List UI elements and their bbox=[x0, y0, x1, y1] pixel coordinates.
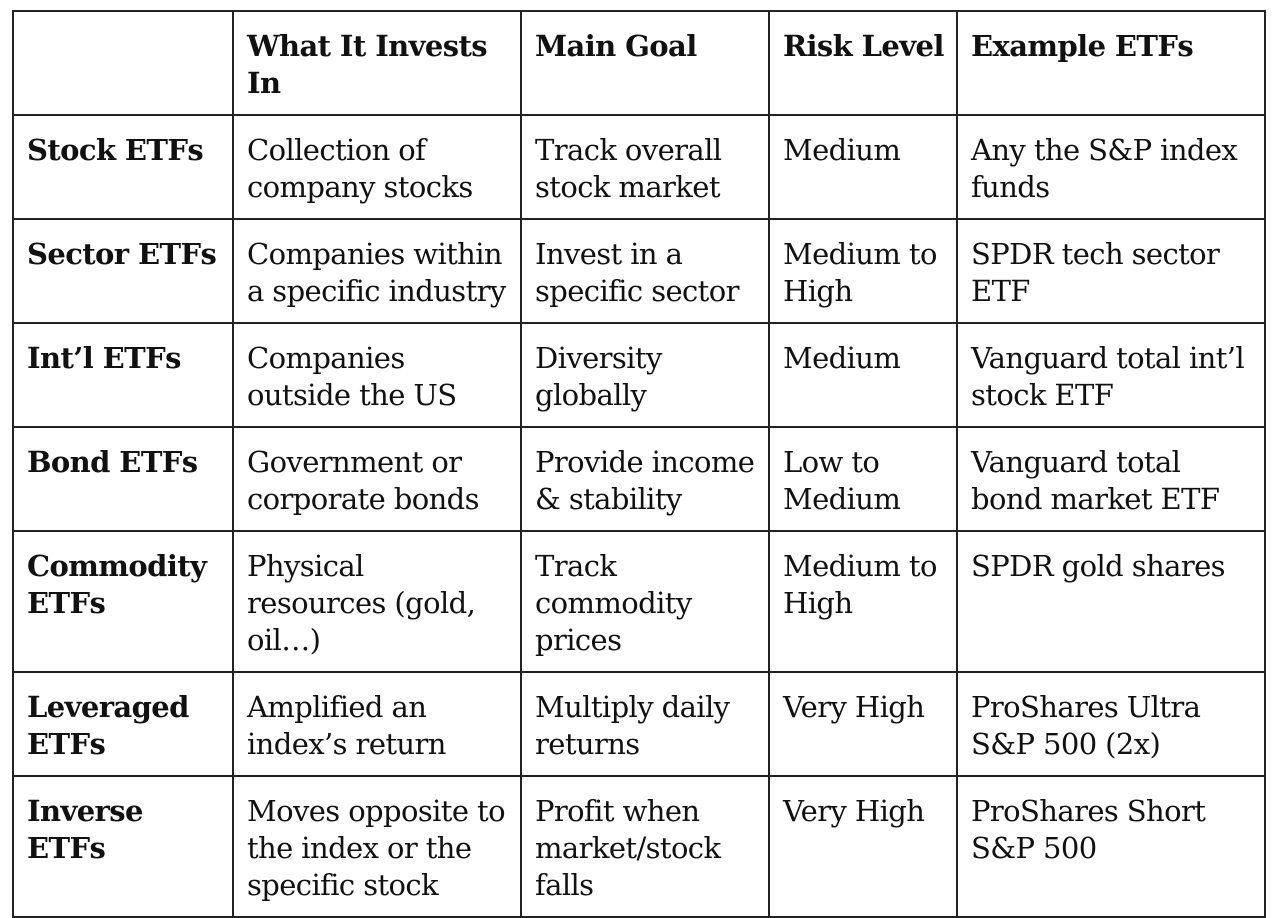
header-what-it-invests-in: What It Invests In bbox=[233, 11, 521, 115]
header-risk-level: Risk Level bbox=[769, 11, 957, 115]
row-label: Leveraged ETFs bbox=[13, 672, 233, 776]
risk-level-cell: Low to Medium bbox=[769, 427, 957, 531]
table-row bbox=[13, 115, 1265, 219]
invests-in-cell: Government or corporate bonds bbox=[233, 427, 521, 531]
main-goal-cell: Profit when market/stock falls bbox=[521, 776, 769, 917]
risk-level-cell: Medium bbox=[769, 115, 957, 219]
header-corner-cell bbox=[13, 11, 233, 115]
row-label: Inverse ETFs bbox=[13, 776, 233, 917]
invests-in-cell: Moves opposite to the index or the specific stock bbox=[233, 776, 521, 917]
example-etfs-cell: Vanguard total bond market ETF bbox=[957, 427, 1265, 531]
risk-level-cell: Very High bbox=[769, 672, 957, 776]
risk-level-cell: Very High bbox=[769, 776, 957, 917]
main-goal-cell: Track commodity prices bbox=[521, 531, 769, 672]
table-row bbox=[13, 672, 1265, 776]
main-goal-cell: Invest in a specific sector bbox=[521, 219, 769, 323]
header-example-etfs: Example ETFs bbox=[957, 11, 1265, 115]
invests-in-cell: Companies within a specific industry bbox=[233, 219, 521, 323]
main-goal-cell: Track overall stock market bbox=[521, 115, 769, 219]
main-goal-cell: Provide income & stability bbox=[521, 427, 769, 531]
row-label: Int’l ETFs bbox=[13, 323, 233, 427]
header-main-goal: Main Goal bbox=[521, 11, 769, 115]
risk-level-cell: Medium to High bbox=[769, 219, 957, 323]
main-goal-cell: Multiply daily returns bbox=[521, 672, 769, 776]
invests-in-cell: Physical resources (gold, oil…) bbox=[233, 531, 521, 672]
table-row bbox=[13, 427, 1265, 531]
risk-level-cell: Medium bbox=[769, 323, 957, 427]
row-label: Bond ETFs bbox=[13, 427, 233, 531]
invests-in-cell: Companies outside the US bbox=[233, 323, 521, 427]
example-etfs-cell: ProShares Short S&P 500 bbox=[957, 776, 1265, 917]
table-header-row bbox=[13, 11, 1265, 115]
row-label: Sector ETFs bbox=[13, 219, 233, 323]
example-etfs-cell: SPDR tech sector ETF bbox=[957, 219, 1265, 323]
invests-in-cell: Amplified an index’s return bbox=[233, 672, 521, 776]
risk-level-cell: Medium to High bbox=[769, 531, 957, 672]
example-etfs-cell: Vanguard total int’l stock ETF bbox=[957, 323, 1265, 427]
table-row bbox=[13, 776, 1265, 917]
row-label: Commodity ETFs bbox=[13, 531, 233, 672]
table-row bbox=[13, 531, 1265, 672]
main-goal-cell: Diversity globally bbox=[521, 323, 769, 427]
example-etfs-cell: Any the S&P index funds bbox=[957, 115, 1265, 219]
table-row bbox=[13, 219, 1265, 323]
example-etfs-cell: ProShares Ultra S&P 500 (2x) bbox=[957, 672, 1265, 776]
invests-in-cell: Collection of company stocks bbox=[233, 115, 521, 219]
row-label: Stock ETFs bbox=[13, 115, 233, 219]
table-row bbox=[13, 323, 1265, 427]
example-etfs-cell: SPDR gold shares bbox=[957, 531, 1265, 672]
etf-comparison-table bbox=[12, 10, 1266, 918]
